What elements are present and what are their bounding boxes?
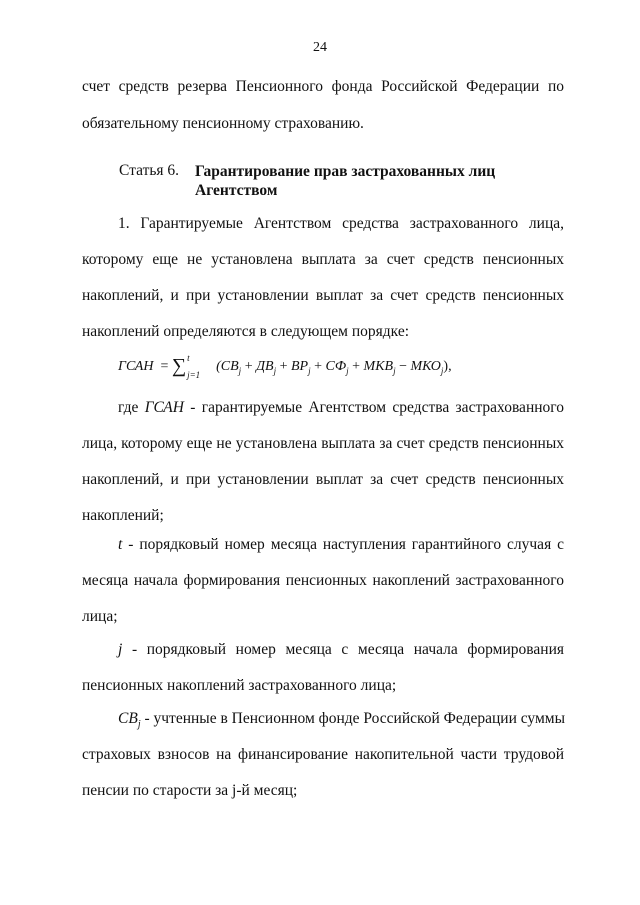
formula-term: (СВ xyxy=(216,359,239,374)
text-fragment: - порядковый номер месяца наступления гарантийного случая с xyxy=(122,536,564,553)
term: t xyxy=(118,536,123,553)
sum-upper-limit: t xyxy=(187,352,190,363)
text-line: лица; xyxy=(82,608,118,625)
text-line xyxy=(118,709,564,735)
text-line: счет средств резерва Пенсионного фонда Российской Федерации по xyxy=(82,78,564,95)
formula-lhs: ГСАН xyxy=(118,359,154,374)
formula-sub: j xyxy=(273,365,277,376)
text-fragment: - порядковый номер месяца с месяца начала формирования xyxy=(122,641,564,658)
text-line: пенсии по старости за j-й месяц; xyxy=(82,782,298,799)
term: СВ xyxy=(118,710,138,727)
text-fragment: - учтенные в Пенсионном фонде Российской Федерации суммы xyxy=(140,710,565,727)
formula-sub: j xyxy=(440,365,444,376)
article-title-line: Агентством xyxy=(195,182,278,199)
formula-term: МКВ xyxy=(363,359,394,374)
text-line: обязательному пенсионному страхованию. xyxy=(82,115,364,132)
text-line xyxy=(118,535,564,555)
article-number: Статья 6. xyxy=(119,162,180,179)
text-line: лица, которому еще не установлена выплата за счет средств пенсионных xyxy=(82,435,564,452)
text-fragment: где xyxy=(118,399,145,416)
formula-sub: j xyxy=(238,365,242,376)
formula-term: СФ xyxy=(325,359,347,374)
formula-term: МКО xyxy=(410,359,441,374)
text-line: накоплений; xyxy=(82,507,164,524)
text-line: которому еще не установлена выплата за счет средств пенсионных xyxy=(82,251,564,268)
text-line xyxy=(118,398,564,418)
text-line: 1. Гарантируемые Агентством средства застрахованного лица, xyxy=(118,215,564,232)
text-line: страховых взносов на финансирование накопительной части трудовой xyxy=(82,746,564,763)
term: j xyxy=(118,641,123,658)
article-title-line: Гарантирование прав застрахованных лиц xyxy=(195,163,496,180)
text-line: накоплений определяются в следующем порядке: xyxy=(82,323,409,340)
formula-equals: = xyxy=(160,359,169,374)
text-line: месяца начала формирования пенсионных накоплений застрахованного xyxy=(82,572,564,589)
text-line: пенсионных накоплений застрахованного лица; xyxy=(82,677,397,694)
formula-sub: j xyxy=(346,365,349,376)
sum-limits xyxy=(186,352,216,380)
formula: ГСАН = ∑ t j=1 $(СВ_j + ДВ_j + ВР_j + СФ_j + МКВ_j - МКО_j)$, xyxy=(118,352,452,380)
formula-end: ), xyxy=(443,359,452,374)
text-fragment: - гарантируемые Агентством средства застрахованного xyxy=(183,399,564,416)
formula-term: ВР xyxy=(290,359,309,374)
text-line: накоплений, и при установлении выплат за счет средств пенсионных xyxy=(82,471,564,488)
text-line: накоплений, и при установлении выплат за счет средств пенсионных xyxy=(82,287,564,304)
article-title xyxy=(195,162,495,200)
text-line xyxy=(118,640,564,660)
sum-lower-limit: j=1 xyxy=(187,369,201,380)
formula-term: ДВ xyxy=(256,359,274,374)
term-sub: j xyxy=(137,719,141,731)
page-number: 24 xyxy=(313,40,327,55)
term: ГСАН xyxy=(144,399,184,416)
sum-symbol-icon: ∑ xyxy=(171,355,187,377)
formula-sub: j xyxy=(393,365,396,376)
formula-sub: j xyxy=(308,365,311,376)
